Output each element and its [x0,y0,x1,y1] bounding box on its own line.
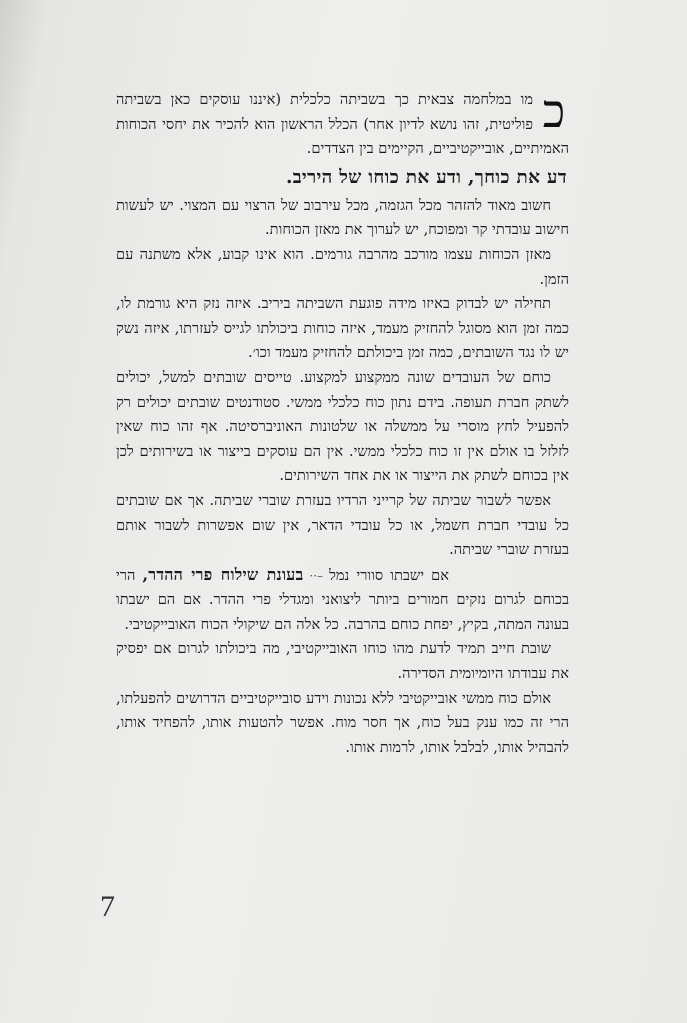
paragraph-damage: תחילה יש לבדוק באיזו מידה פוגעת השביתה ביריב. איזה נזק היא גורמת לו, כמה זמן הוא מסוגל להחזיק מעמד, איזה כוחות ביכולתו לגייס לעזרתו, איזה נשק יש לו נגד השובתים, כמה זמן ביכולתם להחזיק מעמד וכו׳. [116,295,569,362]
dash-mark: –·· [309,568,324,583]
paragraph-strikebreakers: אפשר לשבור שביתה של קרייני הרדיו בעזרת שוברי שביתה. אך אם שובתים כל עובדי חברת חשמל, או כל עובדי הדאר, אין שום אפשרות לשבור אותם בעזרת שוברי שביתה. [116,491,569,559]
section-heading: דע את כוחך, ודע את כוחו של היריב. [285,166,567,188]
paragraph-porters [116,563,569,638]
porters-heading: בעונת שילוח פרי ההדר, [142,564,304,584]
drop-cap-letter: כ [542,84,566,138]
porters-rest: הרי בכוחם לגרום נזקים חמורים ביותר ליצואני ומגדלי פרי ההדר. אם הם ישבתו בעונה המתה, בקיץ, יפחת כוחם בהרבה. כל אלה הם שיקולי הכוח האובייקטיבי. [116,566,569,633]
intro-paragraph [116,84,569,162]
porters-lead: אם ישבתו סוורי נמל [329,566,449,584]
paragraph-objective-power: שובת חייב תמיד לדעת מהו כוחו האובייקטיבי, מה ביכולתו לגרום אם יפסיק את עבודתו היומיומית הסדירה. [116,640,569,683]
paragraph-giant: אולם כוח ממשי אובייקטיבי ללא נכונות וידע סובייקטיביים הדרושים להפעלתו, הרי זה כמו ענק בעל כוח, אך חסר מוח. אפשר להטעות אותו, להפחיד אותו, להבהיל אותו, לבלבל אותו, לרמות אותו. [116,689,569,756]
paragraph-balance: מאזן הכוחות עצמו מורכב מהרבה גורמים. הוא אינו קבוע, אלא משתנה עם הזמן. [116,245,569,288]
page-number: 7 [100,890,115,923]
paragraph-professions: כוחם של העובדים שונה ממקצוע למקצוע. טייסים שובתים למשל, יכולים לשתק חברת תעופה. בידם נתון כוח כלכלי ממשי. סטודנטים שובתים יכולים רק להפעיל לחץ מוסרי על ממשלה או שלטונות האוניברסיטה. אף זהו כוח שאין לזלזל בו אולם אין זו כוח כלכלי ממשי. אין הם עוסקים בייצור או בשירותים לכן אין בכוחם לשתק את הייצור או את אחד השירותים. [116,368,569,485]
paragraph-exaggeration: חשוב מאוד להזהר מכל הגזמה, מכל עירבוב של הרצוי עם המצוי. יש לעשות חישוב עובדתי קר ומפוכח, יש לערוך את מאזן הכוחות. [116,196,569,239]
page-text-column [116,84,569,760]
intro-text: מו במלחמה צבאית כך בשביתה כלכלית (איננו עוסקים כאן בשביתה פוליטית, זהו נושא לדיון אחר) הכלל הראשון הוא להכיר את יחסי הכוחות האמיתיים, אובייקטיביים, הקיימים בין הצדדים. [116,91,569,158]
